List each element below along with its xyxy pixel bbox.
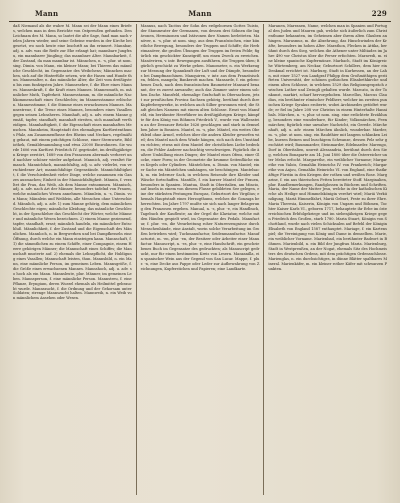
- page-number: 229: [371, 9, 387, 18]
- header-center-word: Mann: [188, 9, 212, 18]
- column-1-text: daß Niemand als die wahre M. Mann sei der Mann eines Briefes, welchen man in dem Berichte von Ostpreußen gefunden. Den Leichnam des M. Mann, so lautet die alte Sage, fand man nach vielen Jahren wieder, und seine Gebeine wurden in der Kirche beigesetzt, wo noch heute eine Inschrift an ihn erinnert. Mannbar, adj. u. adv. was die Reife zur Ehe erlangt hat; mannbare Jungfrau, ein mannbarer Jüngling; das mannbare Alter. Mannbarkeit, f. der Zustand, da man mannbar ist. Männchen, n. -s, plur. ut nom. sing. Dimin. von Mann, ein kleiner Mann; bei Thieren das männliche Geschlecht, im Gegensatze des Weibchens; Männchen machen, sich auf die Hinterfüße setzen, wie die Hasen und Hunde thun. Mannesalter, n. das männliche Alter, die Zeit vom dreißigsten bis zum funfzigsten Jahre. Mannesehre, f. die Ehre eines Mannes. Manneskraft, f. die Kraft eines Mannes. Mannesmuth, m. männlicher Muth, Tapferkeit. Mannesstamm, m. die männliche Nachkommenschaft eines Geschlechts; im Mannesstamme erlöschen. Mannesstimme, f. die Stimme eines erwachsenen Mannes. Mannestreue, f. die Treue eines Mannes, besonders eines Vasallen gegen seinen Lehnsherrn. Mannhaft, adj. u. adv. einem Manne gemäß, tapfer, standhaft; mannhaft streiten, sich mannhaft vertheidigen. Mannhaftigkeit, f. die Eigenschaft eines mannhaften Menschen. Mannheim, Hauptstadt des ehemaligen Kurfürstenthums Pfalz, am Zusammenflusse des Rheins und Neckars, regelmäßig gebaut, mit einem prächtigen Schlosse, einer Sternwarte, Bibliothek, Gemäldesammlung und etwa 22000 Einwohnern. Sie wurde 1606 von Kurfürst Friedrich IV. gegründet, im dreißigjährigen Kriege zerstört, 1689 von den Franzosen abermals verheert und nachher schöner wieder aufgebaut. Mannich, adj. veraltet für manch. Mannichfach, mannichfaltig, adj. u. adv. vielerlei, von verschiedener Art; mannichfaltige Gegenstände. Mannichfaltigkeit, f. die Verschiedenheit vieler Dinge, welche zusammen ein Ganzes ausmachen; Einheit in der Mannichfaltigkeit. Männin, f. veraltet die Frau, das Weib, als dem Manne entnommen. Männisch, adj. u. adv. nach Art der Männer, besonders tadelnd von Frauen, welche männliches Wesen annehmen. Männlein, n. -s, Dimin. von Mann; Männlein und Weiblein, alle Menschen ohne Unterschied. Männlich, adj. u. adv. 1) zum Manne gehörig, dem männlichen Geschlechte eigen; männliche Kleidung; das männliche Geschlecht, in der Sprachlehre das Geschlecht der Wörter, welche Männer und männliche Wesen bezeichnen. 2) einem Manne geziemend, tapfer, standhaft, ernst; männlich handeln, ein männlicher Entschluß. Männlichkeit, f. der Zustand und die Eigenschaft des Männlichen. Mannloch, n. in Bergwerken und bei Dampfkesseln eine Öffnung, durch welche ein Mann einsteigen kann. Mannschaft, f. 1) die sämmtlichen zu einem Schiffe, einer Compagnie, einem Heere gehörigen Männer; die Mannschaft eines Schiffes; die Mannschaft musterte auf. 2) ehemals die Lehnspflicht, die Huldigung eines Vasallen; Mannschaft leisten, thun. Mannsbild, n. ein Mann, eine männliche Person, im gemeinen Leben. Mannsgröße, f. die Größe eines erwachsenen Mannes. Mannshoch, adj. u. adv. so hoch als ein Mann. Mannsleute, plur. Männer, im gemeinen Leben. Mannsperson, f. eine männliche Person. Mannstreu, f. eine Pflanze, Eryngium, deren Wurzel ehemals als Heilmittel gebraucht wurde. Mannszucht, f. die Ordnung und der Gehorsam unter Soldaten; strenge Mannszucht halten. Mannweib, n. ein Weib von männlichem Ansehen oder Wesen.: [13, 24, 132, 301]
- header-left-word: Mann: [35, 9, 59, 18]
- column-2: [137, 24, 264, 495]
- running-header: [9, 8, 391, 20]
- column-1: [9, 24, 136, 495]
- column-3-text: Maranen, Marranen, Name, welchen man in Spanien und Portugal den Juden und Mauren gab, welche sich äußerlich zum Christenthume bekannten, im Geheimen aber ihrem alten Glauben anhingen. Marasmus, m. die Abzehrung, das Hinschwinden der Kräfte, besonders im hohen Alter. Marathon, Flecken in Attika, berühmt durch den Sieg, welchen die Athener unter Miltiades im Jahre 490 vor Christus über die Perser erfochten. Maravedi, m. eine kleine spanische Kupfermünze. Marbach, Stadt im Königreiche Würtemberg, am Neckar, Geburtsort Schillers, dem hier ein Denkmal errichtet ist. Marburg, Stadt in Kurhessen, an der Lahn, mit einer 1527 von Landgraf Philipp dem Großmüthigen gestifteten Universität, der schönen gothischen Elisabethkirche und einem alten Schlosse, in welchem 1529 das Religionsgespräch zwischen Luther und Zwingli gehalten wurde. Marcato, in der Tonkunst, markirt, scharf hervorgehoben. Marcellus, Marcus Claudius, ein berühmter römischer Feldherr, welcher im zweiten punischen Kriege Syrakus eroberte, wobei Archimedes getödtet wurde; er fiel im Jahre 208 vor Christus in einem Hinterhalte Hannibals. Märchen, n. -s, plur. ut nom. sing. eine erdichtete Erzählung, besonders eine wunderbare, für Kinder; Volksmärchen, Feenmärchen; figürlich eine unwahre Nachricht, ein Gerede. Märchenhaft, adj. u. adv. einem Märchen ähnlich, wunderbar. Marder, m. -s, plur. ut nom. sing. ein Raubthier mit langem schlanken Leibe, kurzen Beinen und buschigem Schwanze, dessen Pelz sehr geschätzt wird; Baummarder, Steinmarder, Edelmarder. Marengo, Dorf in Oberitalien, unweit Alessandria, berühmt durch den Sieg, welchen Bonaparte am 14. Juni 1800 über die Österreicher unter Melas erfocht. Margarethe, ein weiblicher Vorname; Margarethe von Valois, Gemahlin Heinrichs IV. von Frankreich; Margarethe von Anjou, Gemahlin Heinrichs VI. von England, eine thatkräftige Fürstin in den Kriegen der rothen und weißen Rose. Margarine, f. ein aus thierischen Fetten bereiteter Stoff. Marginalien, plur. Randbemerkungen, Randglossen in Büchern und Schriften. Maria, der Name der Mutter Jesu, welche in der katholischen Kirche als Heilige und Himmelskönigin verehrt wird; Mariä Verkündigung, Mariä Himmelfahrt, Mariä Geburt, Feste zu ihrer Ehre. Maria Theresia, Kaiserin, Königin von Ungarn und Böhmen, Tochter Kaiser Karls VI., geboren 1717, behauptete ihr Erbe im österreichischen Erbfolgekriege und im siebenjährigen Kriege gegen Friedrich den Großen, starb 1780. Maria Stuart, Königin von Schottland, wurde nach vielen Schicksalen auf Befehl der Königin Elisabeth von England 1587 enthauptet. Mariage, f. ein Kartenspiel; die Vereinigung von König und Dame in demselben. Marie, ein weiblicher Vorname. Marienbad, ein berühmter Badeort in Böhmen. Marienbild, n. ein Bild der Jungfrau Maria. Marienburg, Stadt in Westpreußen, an der Nogat, ehemals Sitz des Hochmeisters des deutschen Ordens, mit dem prächtigen Ordensschlosse. Marienglas, n. ein durchsichtiges, in dünne Blätter spaltbares Mineral. Marienkäfer, m. ein kleiner rother Käfer mit schwarzen Punkten.: [268, 24, 388, 271]
- column-3: [264, 24, 391, 495]
- text-columns: [9, 24, 391, 495]
- column-2-text: Mannus, nach Tacitus der Sohn des erdgebornen Gottes Tuisto, der Stammvater der Germanen, von dessen drei Söhnen die Ingävonen, Herminonen und Istävonen ihre Namen herleiteten. Manöver, n. -s, plur. ut nom. sing. aus dem Französischen, eine künstliche Bewegung, besonders der Truppen und Schiffe; die Herbstmanöver, die großen Übungen der Truppen im freien Felde; figürlich ein geschickter Kunstgriff, um einen Zweck zu erreichen. Manövriren, v. intr. Bewegungen ausführen, die Truppen üben; figürlich geschickt zu Werke gehen. Manometer, n. ein Werkzeug zur Messung der Spannkraft der Luft und der Dämpfe, besonders bei Dampfmaschinen. Manquiren, v. intr. aus dem Französischen, fehlen, mangeln; Bankerott machen. Mansarde, f. ein gebrochenes Dach, nach dem französischen Baumeister Mansard benannt, der es zuerst anwandte; auch das Zimmer unter einem solchen Dache. Mansfeld, ehemalige Grafschaft in Obersachsen, jetzt zur preußischen Provinz Sachsen gehörig, berühmt durch ihre Kupferbergwerke, in welchen auch Silber gewonnen wird; die Stadt gleiches Namens mit einem alten Schlosse. Ernst von Mansfeld, ein berühmter Heerführer im dreißigjährigen Kriege, kämpfte für den König von Böhmen Friedrich V., wurde von Wallenstein an der Dessauer Brücke 1626 geschlagen und starb in demselben Jahre in Bosnien. Mantel, m. -s, plur. Mäntel, ein weites Oberkleid ohne Ärmel, welches über die andern Kleider geworfen wird; den Mantel nach dem Winde hängen, sich nach den Umständen richten; etwas mit dem Mantel der christlichen Liebe bedecken, die Fehler Anderer nachsichtig verschweigen. Figürlich die äußere Umhüllung eines Dinges; der Mantel eines Ofens, einer Glocke, einer Form; in der Geometrie die krumme Seitenfläche eines Kegels oder Cylinders. Mäntelchen, n. Dimin. von Mantel; einer Sache ein Mäntelchen umhängen, sie beschönigen. Mantelsack, m. ein lederner Sack, in welchem Reisende ihre Kleider und Wäsche fortschaffen. Mantille, f. ein kurzer Mantel der Frauen, besonders in Spanien. Mantua, Stadt in Oberitalien, am Mincio, auf Inseln in einem von diesem Flusse gebildeten See gelegen, eine der stärksten Festungen Europas, Geburtsort des Virgilius; ehemals Hauptstadt eines Herzogthums, welches die Gonzaga beherrschten. Im Jahre 1797 mußte sie sich nach langer Belagerung den Franzosen ergeben. Manual, n. -s, plur. -e, ein Handbuch, Tagebuch der Kaufleute; an der Orgel die Klaviatur, welche mit den Händen gespielt wird, im Gegensatze des Pedals. Manufactur, f. plur. -en, die Verarbeitung roher Naturerzeugnisse durch Menschenhände, eine Anstalt, worin solche Verarbeitung im Großen betrieben wird; Tuchmanufactur, Seidenmanufactur. Manufacturist, m. -en, plur. -en, der Besitzer oder Arbeiter einer Manufactur. Manuscript, n. -es, plur. -e, eine Handschrift, ein geschriebenes Buch im Gegensatze des gedruckten; als Manuscript gedruckt, nur für einen bestimmten Kreis von Lesern. Manzanilla, ein spanischer Wein aus der Gegend von San Lucar. Mappe, f. plur. -n, eine Decke aus Pappe oder Leder zur Aufbewahrung von Zeichnungen, Kupferstichen und Papieren; eine Landkarte.: [140, 24, 260, 271]
- header-rule: [9, 21, 391, 22]
